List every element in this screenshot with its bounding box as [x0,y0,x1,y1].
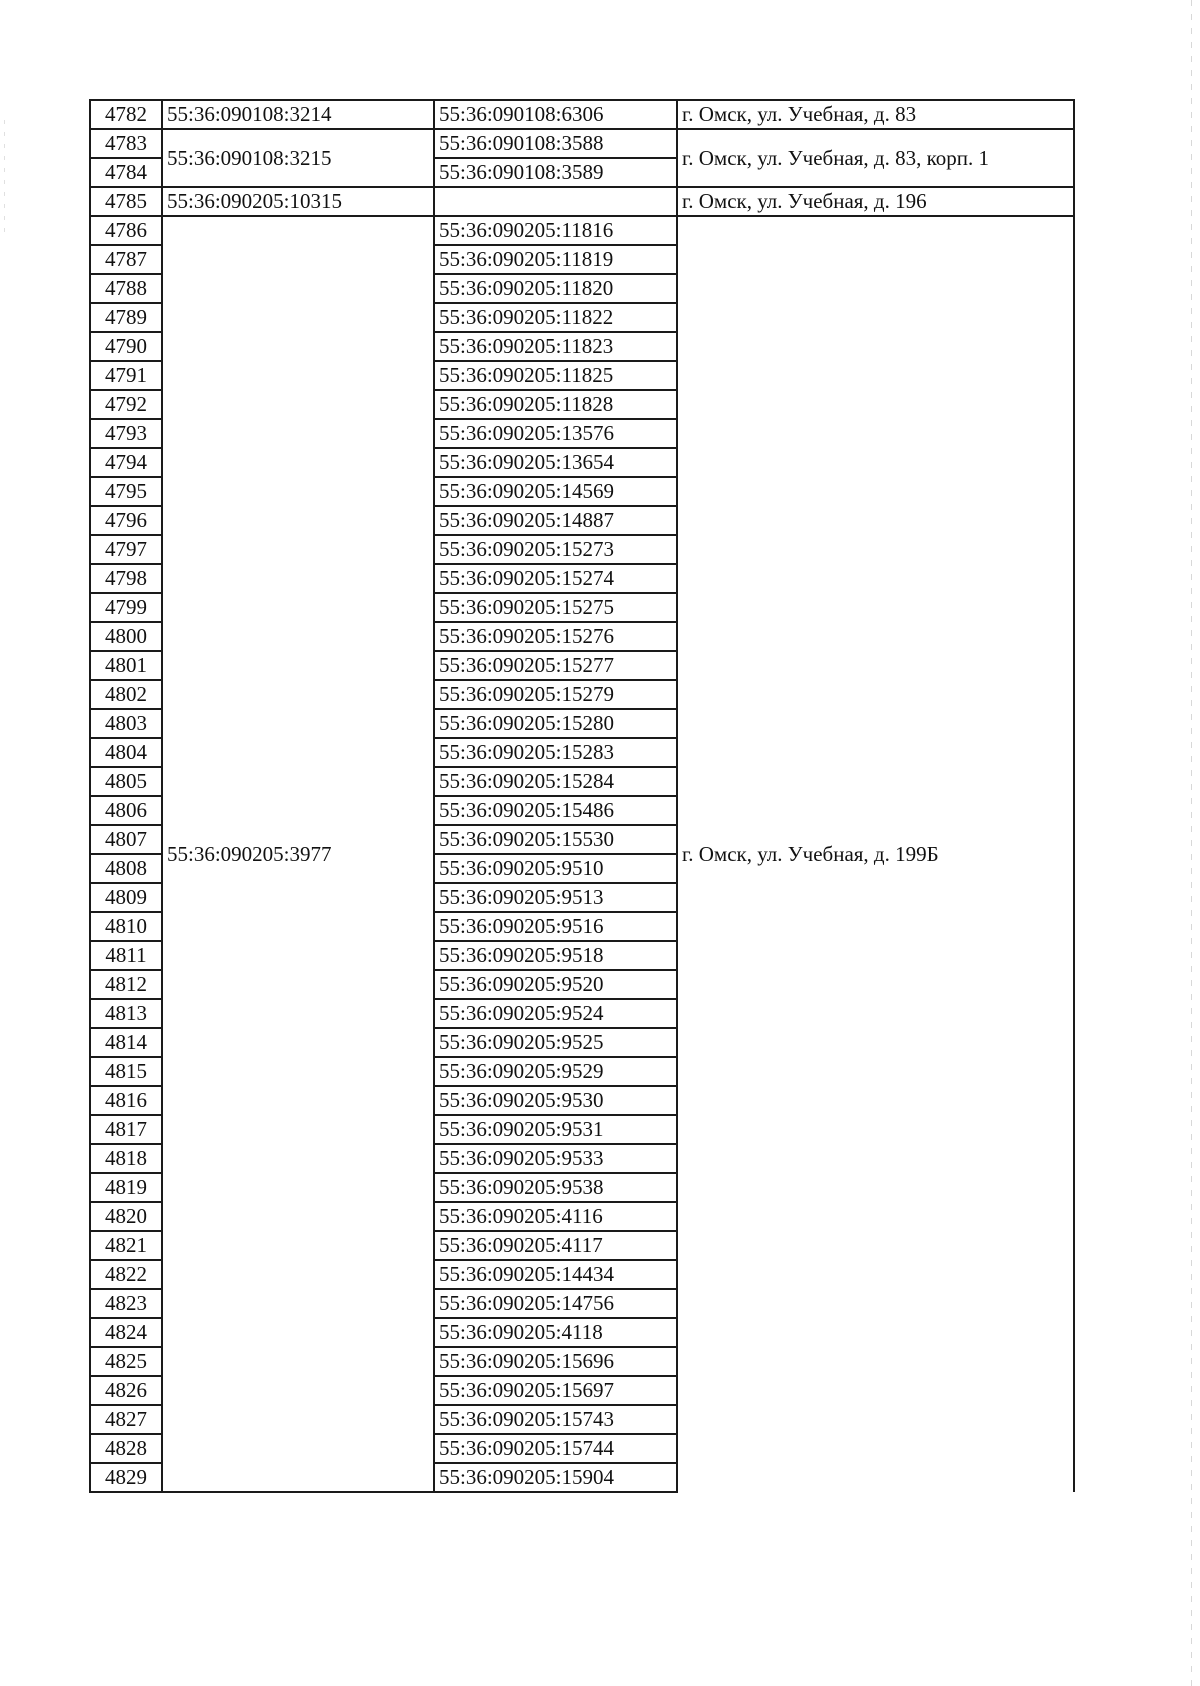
row-number: 4787 [90,245,162,274]
object-address: г. Омск, ул. Учебная, д. 83 [677,100,1074,129]
object-cadastral-number: 55:36:090205:9538 [434,1173,677,1202]
row-number: 4796 [90,506,162,535]
row-number: 4782 [90,100,162,129]
object-cadastral-number: 55:36:090205:15275 [434,593,677,622]
object-cadastral-number: 55:36:090205:9529 [434,1057,677,1086]
row-number: 4793 [90,419,162,448]
object-cadastral-number: 55:36:090205:15530 [434,825,677,854]
row-number: 4799 [90,593,162,622]
object-cadastral-number: 55:36:090205:9524 [434,999,677,1028]
row-number: 4807 [90,825,162,854]
row-number: 4798 [90,564,162,593]
object-cadastral-number: 55:36:090108:6306 [434,100,677,129]
object-cadastral-number: 55:36:090205:15743 [434,1405,677,1434]
row-number: 4801 [90,651,162,680]
object-cadastral-number: 55:36:090205:15904 [434,1463,677,1492]
scan-edge-right [1191,0,1192,1686]
object-cadastral-number: 55:36:090108:3589 [434,158,677,187]
object-cadastral-number: 55:36:090205:15280 [434,709,677,738]
object-cadastral-number: 55:36:090205:15486 [434,796,677,825]
object-cadastral-number: 55:36:090205:14887 [434,506,677,535]
object-cadastral-number: 55:36:090205:15276 [434,622,677,651]
row-number: 4785 [90,187,162,216]
row-number: 4814 [90,1028,162,1057]
object-cadastral-number: 55:36:090205:9530 [434,1086,677,1115]
row-number: 4803 [90,709,162,738]
row-number: 4823 [90,1289,162,1318]
row-number: 4804 [90,738,162,767]
row-number: 4808 [90,854,162,883]
object-cadastral-number: 55:36:090205:11828 [434,390,677,419]
row-number: 4809 [90,883,162,912]
row-number: 4800 [90,622,162,651]
object-cadastral-number: 55:36:090205:15697 [434,1376,677,1405]
object-cadastral-number: 55:36:090205:15284 [434,767,677,796]
object-cadastral-number: 55:36:090205:9510 [434,854,677,883]
row-number: 4826 [90,1376,162,1405]
row-number: 4816 [90,1086,162,1115]
row-number: 4805 [90,767,162,796]
row-number: 4811 [90,941,162,970]
object-cadastral-number [434,187,677,216]
cadastral-registry-table [89,99,1075,1493]
land-parcel-number: 55:36:090108:3214 [162,100,434,129]
registry-table-body [90,100,1074,1492]
row-number: 4797 [90,535,162,564]
object-cadastral-number: 55:36:090205:13654 [434,448,677,477]
row-number: 4828 [90,1434,162,1463]
object-cadastral-number: 55:36:090205:14434 [434,1260,677,1289]
object-cadastral-number: 55:36:090205:11816 [434,216,677,245]
row-number: 4795 [90,477,162,506]
object-cadastral-number: 55:36:090205:11822 [434,303,677,332]
object-cadastral-number: 55:36:090205:11823 [434,332,677,361]
scan-edge-left [4,120,5,240]
land-parcel-number: 55:36:090205:10315 [162,187,434,216]
object-cadastral-number: 55:36:090205:9520 [434,970,677,999]
row-number: 4784 [90,158,162,187]
row-number: 4818 [90,1144,162,1173]
row-number: 4791 [90,361,162,390]
object-cadastral-number: 55:36:090205:15283 [434,738,677,767]
object-cadastral-number: 55:36:090205:9518 [434,941,677,970]
row-number: 4829 [90,1463,162,1492]
object-address: г. Омск, ул. Учебная, д. 199Б [677,216,1074,1492]
object-cadastral-number: 55:36:090205:9513 [434,883,677,912]
row-number: 4802 [90,680,162,709]
object-address: г. Омск, ул. Учебная, д. 83, корп. 1 [677,129,1074,187]
land-parcel-number: 55:36:090108:3215 [162,129,434,187]
table-row [90,216,1074,245]
object-cadastral-number: 55:36:090205:15744 [434,1434,677,1463]
object-cadastral-number: 55:36:090205:11825 [434,361,677,390]
row-number: 4820 [90,1202,162,1231]
row-number: 4788 [90,274,162,303]
row-number: 4824 [90,1318,162,1347]
row-number: 4810 [90,912,162,941]
object-cadastral-number: 55:36:090205:4118 [434,1318,677,1347]
row-number: 4815 [90,1057,162,1086]
row-number: 4794 [90,448,162,477]
object-cadastral-number: 55:36:090205:9525 [434,1028,677,1057]
row-number: 4827 [90,1405,162,1434]
object-cadastral-number: 55:36:090205:13576 [434,419,677,448]
row-number: 4789 [90,303,162,332]
object-cadastral-number: 55:36:090205:4116 [434,1202,677,1231]
object-cadastral-number: 55:36:090205:15277 [434,651,677,680]
row-number: 4825 [90,1347,162,1376]
object-cadastral-number: 55:36:090205:15279 [434,680,677,709]
object-cadastral-number: 55:36:090205:15273 [434,535,677,564]
row-number: 4783 [90,129,162,158]
object-cadastral-number: 55:36:090205:11819 [434,245,677,274]
table-row [90,100,1074,129]
row-number: 4786 [90,216,162,245]
object-cadastral-number: 55:36:090205:15696 [434,1347,677,1376]
row-number: 4821 [90,1231,162,1260]
object-cadastral-number: 55:36:090108:3588 [434,129,677,158]
object-cadastral-number: 55:36:090205:15274 [434,564,677,593]
object-cadastral-number: 55:36:090205:14569 [434,477,677,506]
object-cadastral-number: 55:36:090205:9533 [434,1144,677,1173]
object-cadastral-number: 55:36:090205:4117 [434,1231,677,1260]
row-number: 4822 [90,1260,162,1289]
object-address: г. Омск, ул. Учебная, д. 196 [677,187,1074,216]
table-row [90,187,1074,216]
row-number: 4817 [90,1115,162,1144]
object-cadastral-number: 55:36:090205:9531 [434,1115,677,1144]
row-number: 4812 [90,970,162,999]
row-number: 4813 [90,999,162,1028]
row-number: 4790 [90,332,162,361]
row-number: 4819 [90,1173,162,1202]
object-cadastral-number: 55:36:090205:9516 [434,912,677,941]
row-number: 4806 [90,796,162,825]
row-number: 4792 [90,390,162,419]
land-parcel-number: 55:36:090205:3977 [162,216,434,1492]
table-row [90,129,1074,158]
object-cadastral-number: 55:36:090205:14756 [434,1289,677,1318]
object-cadastral-number: 55:36:090205:11820 [434,274,677,303]
